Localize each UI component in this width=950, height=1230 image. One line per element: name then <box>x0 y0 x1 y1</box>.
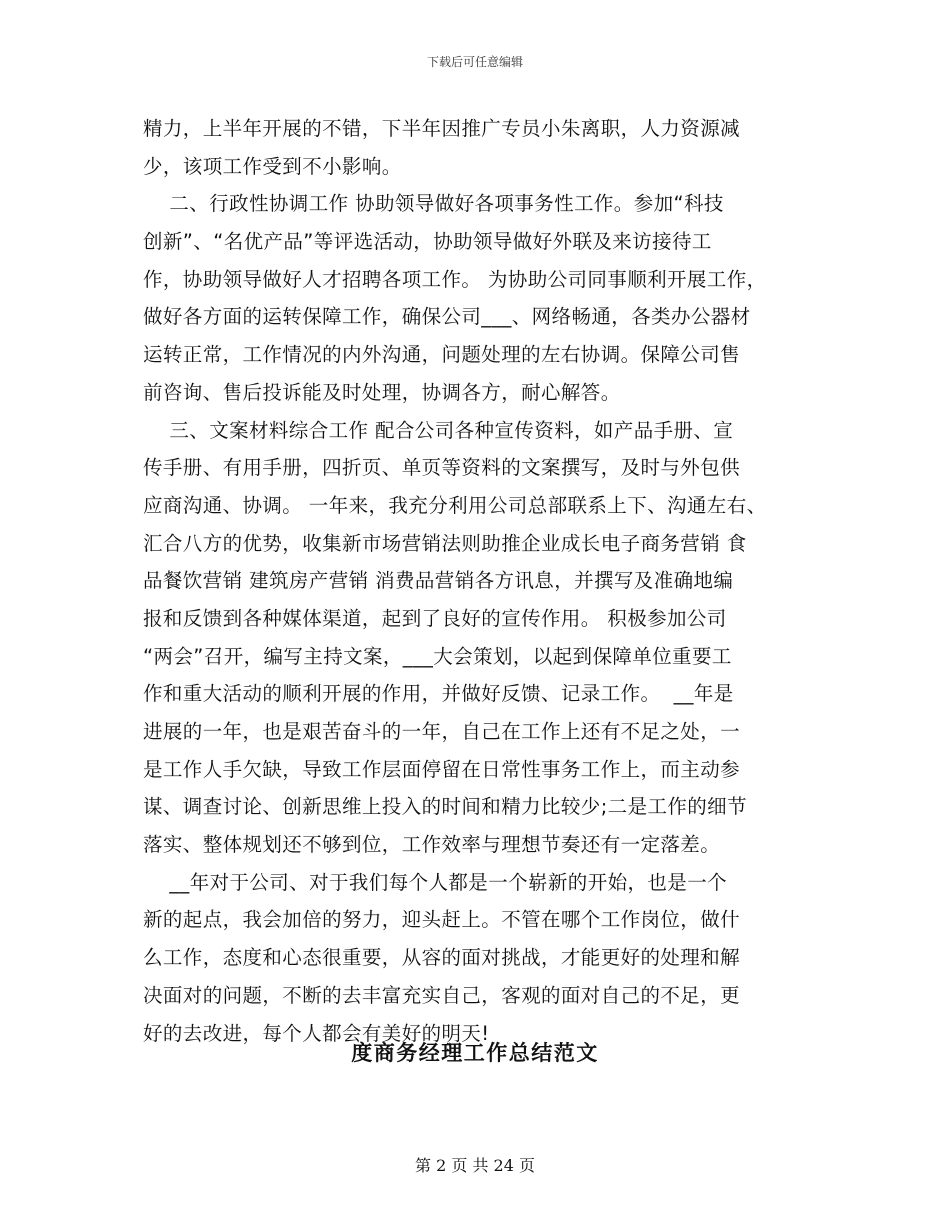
body-line: 运转正常，工作情况的内外沟通，问题处理的左右协调。保障公司售 <box>143 343 741 367</box>
body-line: 作和重大活动的顺利开展的作用，并做好反馈、记录工作。 __年是 <box>143 682 734 706</box>
body-line: 传手册、有用手册，四折页、单页等资料的文案撰写，及时与外包供 <box>143 456 741 480</box>
body-line: 三、文案材料综合工作 配合公司各种宣传资料，如产品手册、宣 <box>143 418 734 442</box>
body-line: 新的起点，我会加倍的努力，迎头赶上。不管在哪个工作岗位，做什 <box>143 908 741 932</box>
body-line: 么工作，态度和心态很重要，从容的面对挑战，才能更好的处理和解 <box>143 946 741 970</box>
body-line: 作，协助领导做好人才招聘各项工作。 为协助公司同事顺利开展工作， <box>143 267 767 291</box>
body-line: 品餐饮营销 建筑房产营销 消费品营销各方讯息，并撰写及准确地编 <box>143 569 734 593</box>
body-line: 谋、调查讨论、创新思维上投入的时间和精力比较少;二是工作的细节 <box>143 795 747 819</box>
body-line: 创新”、“名优产品”等评选活动，协助领导做好外联及来访接待工 <box>143 230 712 254</box>
section-title: 度商务经理工作总结范文 <box>351 1040 599 1065</box>
body-line: 报和反馈到各种媒体渠道，起到了良好的宣传作用。 积极参加公司 <box>143 606 727 630</box>
body-line: 前咨询、售后投诉能及时处理，协调各方，耐心解答。 <box>143 380 621 404</box>
header-note: 下载后可任意编辑 <box>426 55 523 69</box>
body-line: 决面对的问题，不断的去丰富充实自己，客观的面对自己的不足，更 <box>143 983 741 1007</box>
document-body <box>143 110 813 1052</box>
body-line: 汇合八方的优势，收集新市场营销法则助推企业成长电子商务营销 食 <box>143 531 747 555</box>
body-line: 进展的一年，也是艰苦奋斗的一年，自己在工作上还有不足之处，一 <box>143 720 741 743</box>
body-line: 精力，上半年开展的不错，下半年因推广专员小朱离职，人力资源减 <box>143 117 741 140</box>
body-line: 做好各方面的运转保障工作，确保公司___、网络畅通，各类办公器材 <box>143 305 751 329</box>
body-line: 应商沟通、协调。 一年来，我充分利用公司总部联系上下、沟通左右、 <box>143 493 767 517</box>
body-line: 少，该项工作受到不小影响。 <box>143 154 402 178</box>
body-line: 落实、整体规划还不够到位，工作效率与理想节奏还有一定落差。 <box>143 833 721 857</box>
body-line: 是工作人手欠缺，导致工作层面停留在日常性事务工作上，而主动参 <box>143 757 741 781</box>
body-line: “两会”召开，编写主持文案，___大会策划，以起到保障单位重要工 <box>143 644 732 668</box>
body-line: 好的去改进，每个人都会有美好的明天! <box>143 1021 490 1045</box>
body-line: 二、行政性协调工作 协助领导做好各项事务性工作。参加“科技 <box>143 192 724 216</box>
body-line: __年对于公司、对于我们每个人都是一个崭新的开始，也是一个 <box>143 870 727 894</box>
page-number: 第 2 页 共 24 页 <box>415 1156 535 1175</box>
